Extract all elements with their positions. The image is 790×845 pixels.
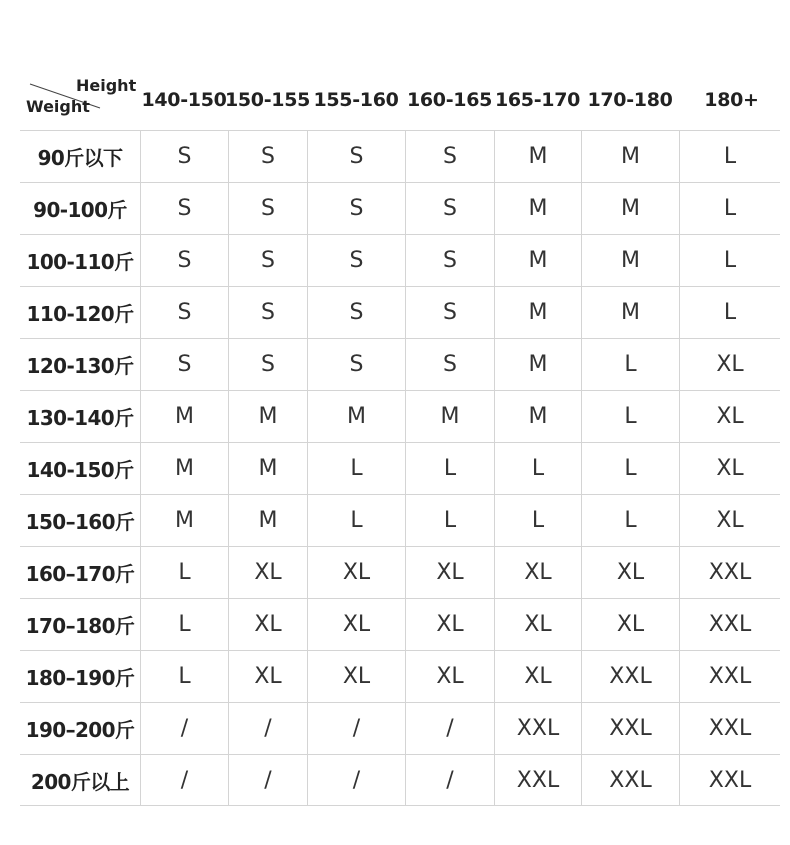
weight-row-label: 90斤以下 bbox=[37, 146, 123, 170]
size-cell: XXL bbox=[494, 755, 581, 806]
size-cell: L bbox=[405, 495, 494, 546]
size-cell: XL bbox=[405, 599, 494, 650]
height-column-header: 150-155 bbox=[224, 89, 311, 111]
size-cell: L bbox=[679, 235, 780, 286]
size-cell: S bbox=[228, 183, 307, 234]
size-cell: XL bbox=[405, 651, 494, 702]
table-row bbox=[20, 286, 780, 338]
size-cell: L bbox=[140, 599, 228, 650]
size-cell: / bbox=[307, 703, 405, 754]
size-cell: XL bbox=[679, 443, 780, 494]
size-cell: L bbox=[140, 547, 228, 598]
size-cell: M bbox=[494, 131, 581, 182]
size-cell: S bbox=[405, 287, 494, 338]
size-cell: M bbox=[581, 183, 679, 234]
size-cell: / bbox=[140, 703, 228, 754]
size-cell: L bbox=[679, 183, 780, 234]
weight-row-label: 160–170斤 bbox=[25, 562, 135, 586]
size-cell: S bbox=[228, 287, 307, 338]
size-chart-table bbox=[20, 70, 780, 800]
height-column-header: 155-160 bbox=[313, 89, 399, 111]
size-cell: XXL bbox=[679, 651, 780, 702]
size-cell: L bbox=[581, 391, 679, 442]
size-cell: / bbox=[307, 755, 405, 806]
size-cell: M bbox=[228, 391, 307, 442]
size-cell: XL bbox=[494, 547, 581, 598]
size-cell: M bbox=[140, 495, 228, 546]
weight-row-label: 110-120斤 bbox=[26, 302, 134, 326]
weight-row-label: 200斤以上 bbox=[30, 770, 130, 794]
height-column-header: 180+ bbox=[704, 89, 759, 111]
table-row bbox=[20, 494, 780, 546]
size-cell: L bbox=[581, 495, 679, 546]
size-cell: XL bbox=[307, 651, 405, 702]
size-cell: L bbox=[679, 131, 780, 182]
size-cell: M bbox=[581, 131, 679, 182]
size-cell: / bbox=[405, 755, 494, 806]
size-cell: XL bbox=[581, 547, 679, 598]
size-cell: / bbox=[405, 703, 494, 754]
size-cell: XL bbox=[679, 391, 780, 442]
size-cell: L bbox=[494, 443, 581, 494]
size-cell: XL bbox=[228, 651, 307, 702]
size-cell: M bbox=[581, 287, 679, 338]
size-cell: S bbox=[228, 131, 307, 182]
size-cell: M bbox=[494, 391, 581, 442]
size-cell: M bbox=[140, 443, 228, 494]
table-row bbox=[20, 702, 780, 754]
size-cell: L bbox=[494, 495, 581, 546]
table-row bbox=[20, 130, 780, 182]
size-cell: L bbox=[679, 287, 780, 338]
size-cell: XXL bbox=[581, 755, 679, 806]
size-cell: L bbox=[405, 443, 494, 494]
weight-row-label: 130-140斤 bbox=[26, 406, 134, 430]
table-row bbox=[20, 182, 780, 234]
size-cell: L bbox=[581, 443, 679, 494]
corner-header-cell bbox=[20, 70, 140, 130]
size-cell: XL bbox=[228, 547, 307, 598]
size-cell: S bbox=[307, 183, 405, 234]
size-cell: XL bbox=[679, 339, 780, 390]
size-cell: XL bbox=[307, 599, 405, 650]
size-cell: XXL bbox=[581, 651, 679, 702]
size-cell: M bbox=[405, 391, 494, 442]
size-cell: S bbox=[307, 287, 405, 338]
corner-height-label: Height bbox=[76, 76, 137, 95]
size-cell: XL bbox=[494, 651, 581, 702]
size-cell: M bbox=[494, 235, 581, 286]
size-cell: XXL bbox=[679, 755, 780, 806]
size-cell: XXL bbox=[679, 599, 780, 650]
size-cell: L bbox=[307, 495, 405, 546]
height-column-header: 140-150 bbox=[141, 89, 227, 111]
table-row bbox=[20, 442, 780, 494]
size-cell: XL bbox=[494, 599, 581, 650]
size-cell: S bbox=[405, 235, 494, 286]
height-column-header: 165-170 bbox=[494, 89, 581, 111]
size-cell: XL bbox=[228, 599, 307, 650]
weight-row-label: 190–200斤 bbox=[25, 718, 135, 742]
weight-row-label: 150–160斤 bbox=[25, 510, 135, 534]
size-cell: / bbox=[140, 755, 228, 806]
table-row bbox=[20, 390, 780, 442]
size-cell: XXL bbox=[679, 703, 780, 754]
size-cell: S bbox=[140, 339, 228, 390]
size-cell: M bbox=[228, 443, 307, 494]
size-cell: L bbox=[307, 443, 405, 494]
size-cell: M bbox=[140, 391, 228, 442]
table-row bbox=[20, 650, 780, 702]
size-cell: S bbox=[307, 235, 405, 286]
size-cell: XL bbox=[307, 547, 405, 598]
size-cell: S bbox=[228, 339, 307, 390]
size-cell: S bbox=[140, 287, 228, 338]
size-cell: S bbox=[140, 183, 228, 234]
size-cell: XXL bbox=[494, 703, 581, 754]
header-row bbox=[20, 70, 780, 130]
size-cell: M bbox=[494, 183, 581, 234]
table-row bbox=[20, 338, 780, 390]
size-cell: S bbox=[140, 131, 228, 182]
size-cell: XXL bbox=[679, 547, 780, 598]
size-cell: / bbox=[228, 755, 307, 806]
size-cell: XL bbox=[581, 599, 679, 650]
weight-row-label: 180–190斤 bbox=[25, 666, 135, 690]
size-cell: M bbox=[494, 287, 581, 338]
weight-row-label: 100-110斤 bbox=[26, 250, 134, 274]
weight-row-label: 140-150斤 bbox=[26, 458, 134, 482]
size-cell: M bbox=[494, 339, 581, 390]
size-cell: S bbox=[307, 339, 405, 390]
table-row bbox=[20, 546, 780, 598]
corner-weight-label: Weight bbox=[26, 97, 90, 116]
size-cell: S bbox=[405, 131, 494, 182]
weight-row-label: 90-100斤 bbox=[33, 198, 127, 222]
size-cell: / bbox=[228, 703, 307, 754]
size-cell: M bbox=[581, 235, 679, 286]
size-cell: M bbox=[307, 391, 405, 442]
size-cell: L bbox=[140, 651, 228, 702]
height-column-header: 170-180 bbox=[587, 89, 673, 111]
size-cell: XL bbox=[679, 495, 780, 546]
size-cell: S bbox=[405, 339, 494, 390]
table-row bbox=[20, 754, 780, 806]
height-column-header: 160-165 bbox=[406, 89, 493, 111]
size-cell: L bbox=[581, 339, 679, 390]
size-cell: XL bbox=[405, 547, 494, 598]
size-cell: M bbox=[228, 495, 307, 546]
size-cell: S bbox=[405, 183, 494, 234]
size-cell: S bbox=[228, 235, 307, 286]
weight-row-label: 170–180斤 bbox=[25, 614, 135, 638]
table-row bbox=[20, 598, 780, 650]
size-cell: XXL bbox=[581, 703, 679, 754]
table-row bbox=[20, 234, 780, 286]
weight-row-label: 120-130斤 bbox=[26, 354, 134, 378]
size-cell: S bbox=[307, 131, 405, 182]
size-cell: S bbox=[140, 235, 228, 286]
